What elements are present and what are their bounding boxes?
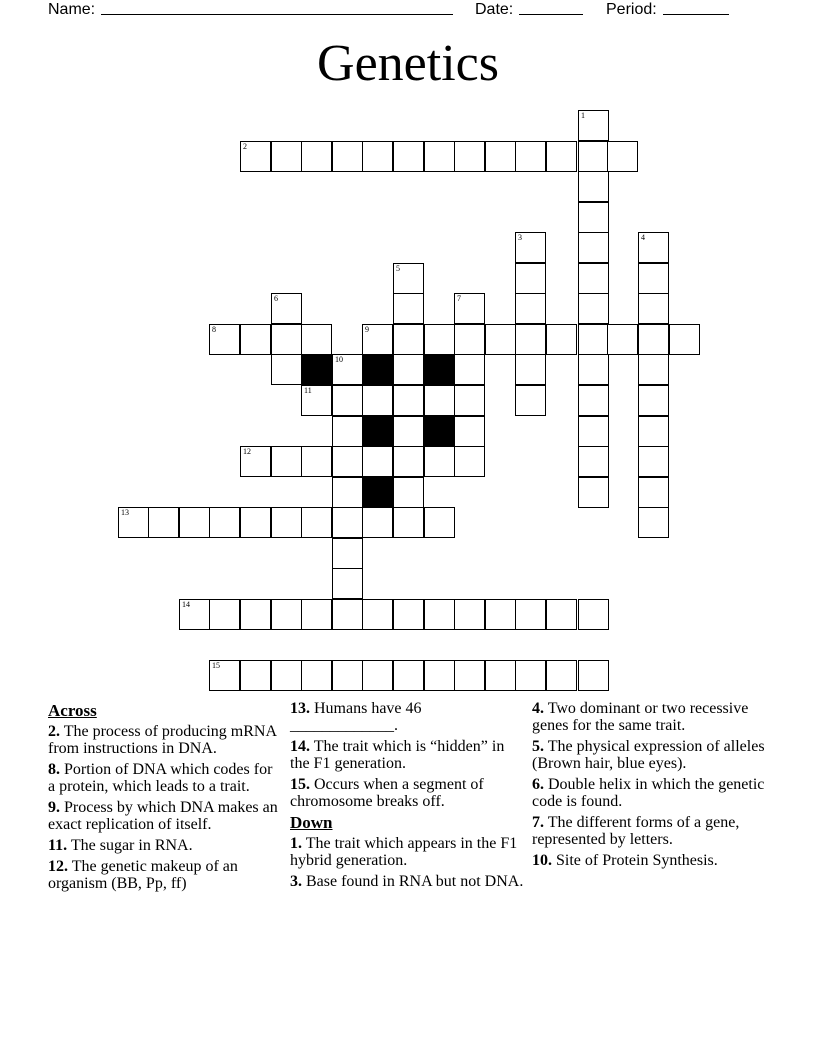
clue-text: Site of Protein Synthesis.	[556, 852, 718, 869]
clue-text: Humans have 46 _____________.	[290, 700, 422, 734]
clue	[48, 837, 282, 854]
clue-column-1	[48, 700, 282, 896]
crossword-cell[interactable]	[578, 202, 609, 233]
crossword-cell[interactable]	[240, 507, 271, 538]
crossword-cell[interactable]	[209, 660, 240, 691]
clue-list	[48, 700, 788, 1000]
crossword-cell[interactable]	[578, 110, 609, 141]
clue-number: 2.	[48, 723, 60, 740]
clue	[48, 799, 282, 833]
crossword-cell[interactable]	[454, 293, 485, 324]
crossword-cell[interactable]	[638, 477, 669, 508]
cell-number: 13	[121, 508, 129, 517]
clue-text: The different forms of a gene, represented by letters.	[532, 814, 740, 848]
crossword-cell[interactable]	[362, 660, 393, 691]
crossword-cell[interactable]	[424, 599, 455, 630]
clue	[532, 814, 772, 848]
across-clues-b	[290, 700, 524, 810]
crossword-cell[interactable]	[485, 324, 516, 355]
crossword-cell[interactable]	[515, 354, 546, 385]
crossword-cell[interactable]	[271, 293, 302, 324]
cell-number: 3	[518, 233, 522, 242]
crossword-cell[interactable]	[362, 385, 393, 416]
clue	[290, 738, 524, 772]
crossword-cell[interactable]	[578, 171, 609, 202]
cell-number: 11	[304, 386, 312, 395]
crossword-cell[interactable]	[240, 141, 271, 172]
crossword-cell[interactable]	[118, 507, 149, 538]
down-heading: Down	[290, 813, 333, 832]
crossword-cell[interactable]	[362, 599, 393, 630]
crossword-cell[interactable]	[301, 324, 332, 355]
clue	[290, 776, 524, 810]
crossword-cell[interactable]	[578, 477, 609, 508]
crossword-cell[interactable]	[362, 141, 393, 172]
blocked-cell	[424, 416, 455, 447]
blocked-cell	[424, 354, 455, 385]
cell-number: 10	[335, 355, 343, 364]
crossword-cell[interactable]	[578, 232, 609, 263]
crossword-cell[interactable]	[332, 141, 363, 172]
crossword-cell[interactable]	[393, 141, 424, 172]
crossword-cell[interactable]	[209, 507, 240, 538]
clue-number: 4.	[532, 700, 544, 717]
crossword-cell[interactable]	[578, 660, 609, 691]
crossword-cell[interactable]	[546, 599, 577, 630]
name-label: Name:	[48, 1, 96, 18]
crossword-cell[interactable]	[301, 660, 332, 691]
crossword-cell[interactable]	[485, 141, 516, 172]
clue-number: 13.	[290, 700, 310, 717]
crossword-cell[interactable]	[393, 416, 424, 447]
crossword-cell[interactable]	[393, 660, 424, 691]
clue	[290, 700, 524, 734]
clue-number: 5.	[532, 738, 544, 755]
crossword-cell[interactable]	[515, 599, 546, 630]
clue-number: 9.	[48, 799, 60, 816]
crossword-cell[interactable]	[424, 141, 455, 172]
clue-text: Portion of DNA which codes for a protein, which leads to a trait.	[48, 761, 273, 795]
clue	[48, 858, 282, 892]
crossword-cell[interactable]	[332, 354, 363, 385]
crossword-cell[interactable]	[638, 446, 669, 477]
crossword-cell[interactable]	[301, 446, 332, 477]
crossword-cell[interactable]	[546, 141, 577, 172]
crossword-cell[interactable]	[424, 507, 455, 538]
crossword-cell[interactable]	[271, 354, 302, 385]
crossword-cell[interactable]	[607, 324, 638, 355]
crossword-cell[interactable]	[393, 293, 424, 324]
crossword-cell[interactable]	[148, 507, 179, 538]
clue-text: The process of producing mRNA from instructions in DNA.	[48, 723, 277, 757]
crossword-cell[interactable]	[485, 660, 516, 691]
crossword-cell[interactable]	[332, 446, 363, 477]
crossword-cell[interactable]	[578, 599, 609, 630]
clue-text: The sugar in RNA.	[70, 837, 193, 854]
crossword-cell[interactable]	[638, 385, 669, 416]
clue-text: The genetic makeup of an organism (BB, Pp, ff)	[48, 858, 238, 892]
clue	[290, 873, 524, 890]
clue-text: Two dominant or two recessive genes for the same trait.	[532, 700, 749, 734]
crossword-cell[interactable]	[271, 599, 302, 630]
clue	[532, 776, 772, 810]
crossword-cell[interactable]	[454, 354, 485, 385]
crossword-cell[interactable]	[393, 354, 424, 385]
crossword-cell[interactable]	[454, 599, 485, 630]
cell-number: 15	[212, 661, 220, 670]
cell-number: 5	[396, 264, 400, 273]
crossword-cell[interactable]	[332, 416, 363, 447]
crossword-cell[interactable]	[638, 263, 669, 294]
clue	[290, 835, 524, 869]
clue	[532, 700, 772, 734]
crossword-cell[interactable]	[209, 599, 240, 630]
crossword-cell[interactable]	[578, 354, 609, 385]
crossword-cell[interactable]	[393, 507, 424, 538]
crossword-cell[interactable]	[424, 660, 455, 691]
crossword-cell[interactable]	[578, 293, 609, 324]
cell-number: 9	[365, 325, 369, 334]
crossword-cell[interactable]	[393, 477, 424, 508]
crossword-cell[interactable]	[454, 385, 485, 416]
crossword-cell[interactable]	[546, 660, 577, 691]
crossword-cell[interactable]	[515, 324, 546, 355]
clue-number: 1.	[290, 835, 302, 852]
crossword-cell[interactable]	[271, 446, 302, 477]
blocked-cell	[362, 477, 393, 508]
crossword-cell[interactable]	[578, 416, 609, 447]
crossword-cell[interactable]	[578, 324, 609, 355]
clue-number: 12.	[48, 858, 68, 875]
cell-number: 14	[182, 600, 190, 609]
clue	[532, 852, 772, 869]
crossword-cell[interactable]	[515, 293, 546, 324]
crossword-cell[interactable]	[515, 141, 546, 172]
crossword-cell[interactable]	[454, 446, 485, 477]
clue-number: 7.	[532, 814, 544, 831]
crossword-cell[interactable]	[515, 232, 546, 263]
crossword-cell[interactable]	[578, 141, 609, 172]
clue-text: The trait which is “hidden” in the F1 generation.	[290, 738, 505, 772]
crossword-cell[interactable]	[209, 324, 240, 355]
clue-column-3	[532, 700, 772, 873]
blocked-cell	[301, 354, 332, 385]
crossword-cell[interactable]	[578, 385, 609, 416]
crossword-cell[interactable]	[393, 599, 424, 630]
crossword-cell[interactable]	[424, 385, 455, 416]
crossword-cell[interactable]	[332, 477, 363, 508]
crossword-cell[interactable]	[454, 324, 485, 355]
crossword-cell[interactable]	[669, 324, 700, 355]
clue	[532, 738, 772, 772]
crossword-cell[interactable]	[271, 507, 302, 538]
clue-number: 10.	[532, 852, 552, 869]
blocked-cell	[362, 416, 393, 447]
crossword-cell[interactable]	[638, 324, 669, 355]
crossword-cell[interactable]	[578, 446, 609, 477]
crossword-cell[interactable]	[271, 660, 302, 691]
cell-number: 6	[274, 294, 278, 303]
period-label: Period:	[606, 1, 657, 18]
across-clues-a	[48, 723, 282, 892]
crossword-cell[interactable]	[393, 324, 424, 355]
page-title: Genetics	[317, 35, 499, 92]
crossword-cell[interactable]	[454, 660, 485, 691]
clue-number: 11.	[48, 837, 68, 854]
crossword-cell[interactable]	[332, 568, 363, 599]
crossword-cell[interactable]	[240, 599, 271, 630]
crossword-cell[interactable]	[271, 141, 302, 172]
crossword-cell[interactable]	[332, 538, 363, 569]
down-clues-b	[532, 700, 772, 869]
crossword-cell[interactable]	[362, 324, 393, 355]
crossword-cell[interactable]	[271, 324, 302, 355]
crossword-cell[interactable]	[638, 507, 669, 538]
cell-number: 12	[243, 447, 251, 456]
blocked-cell	[362, 354, 393, 385]
clue-number: 3.	[290, 873, 302, 890]
crossword-cell[interactable]	[362, 446, 393, 477]
clue	[48, 761, 282, 795]
across-heading: Across	[48, 701, 97, 720]
crossword-cell[interactable]	[301, 599, 332, 630]
crossword-cell[interactable]	[454, 141, 485, 172]
crossword-cell[interactable]	[179, 507, 210, 538]
clue-text: The trait which appears in the F1 hybrid generation.	[290, 835, 518, 869]
cell-number: 1	[581, 111, 585, 120]
crossword-cell[interactable]	[515, 263, 546, 294]
crossword-cell[interactable]	[393, 263, 424, 294]
date-label: Date:	[475, 1, 514, 18]
crossword-cell[interactable]	[332, 385, 363, 416]
crossword-cell[interactable]	[179, 599, 210, 630]
cell-number: 4	[641, 233, 645, 242]
down-clues-a	[290, 835, 524, 890]
crossword-cell[interactable]	[424, 446, 455, 477]
crossword-cell[interactable]	[424, 324, 455, 355]
crossword-cell[interactable]	[240, 446, 271, 477]
crossword-cell[interactable]	[362, 507, 393, 538]
clue-number: 8.	[48, 761, 60, 778]
crossword-cell[interactable]	[393, 446, 424, 477]
crossword-cell[interactable]	[515, 660, 546, 691]
crossword-cell[interactable]	[578, 263, 609, 294]
crossword-cell[interactable]	[515, 385, 546, 416]
crossword-cell[interactable]	[607, 141, 638, 172]
crossword-cell[interactable]	[454, 416, 485, 447]
crossword-cell[interactable]	[638, 232, 669, 263]
crossword-cell[interactable]	[638, 416, 669, 447]
crossword-cell[interactable]	[638, 354, 669, 385]
crossword-cell[interactable]	[301, 385, 332, 416]
crossword-cell[interactable]	[301, 141, 332, 172]
clue-number: 6.	[532, 776, 544, 793]
crossword-cell[interactable]	[301, 507, 332, 538]
crossword-cell[interactable]	[638, 293, 669, 324]
clue-text: Double helix in which the genetic code is found.	[532, 776, 765, 810]
clue-number: 15.	[290, 776, 310, 793]
cell-number: 8	[212, 325, 216, 334]
cell-number: 2	[243, 142, 247, 151]
clue	[48, 723, 282, 757]
crossword-cell[interactable]	[393, 385, 424, 416]
clue-text: Base found in RNA but not DNA.	[306, 873, 524, 890]
crossword-cell[interactable]	[546, 324, 577, 355]
clue-column-2	[290, 700, 524, 894]
crossword-cell[interactable]	[332, 507, 363, 538]
crossword-cell[interactable]	[485, 599, 516, 630]
clue-text: The physical expression of alleles (Brown hair, blue eyes).	[532, 738, 765, 772]
crossword-cell[interactable]	[332, 599, 363, 630]
crossword-cell[interactable]	[240, 660, 271, 691]
clue-text: Process by which DNA makes an exact replication of itself.	[48, 799, 278, 833]
clue-number: 14.	[290, 738, 310, 755]
crossword-cell[interactable]	[240, 324, 271, 355]
clue-text: Occurs when a segment of chromosome breaks off.	[290, 776, 484, 810]
cell-number: 7	[457, 294, 461, 303]
crossword-cell[interactable]	[332, 660, 363, 691]
